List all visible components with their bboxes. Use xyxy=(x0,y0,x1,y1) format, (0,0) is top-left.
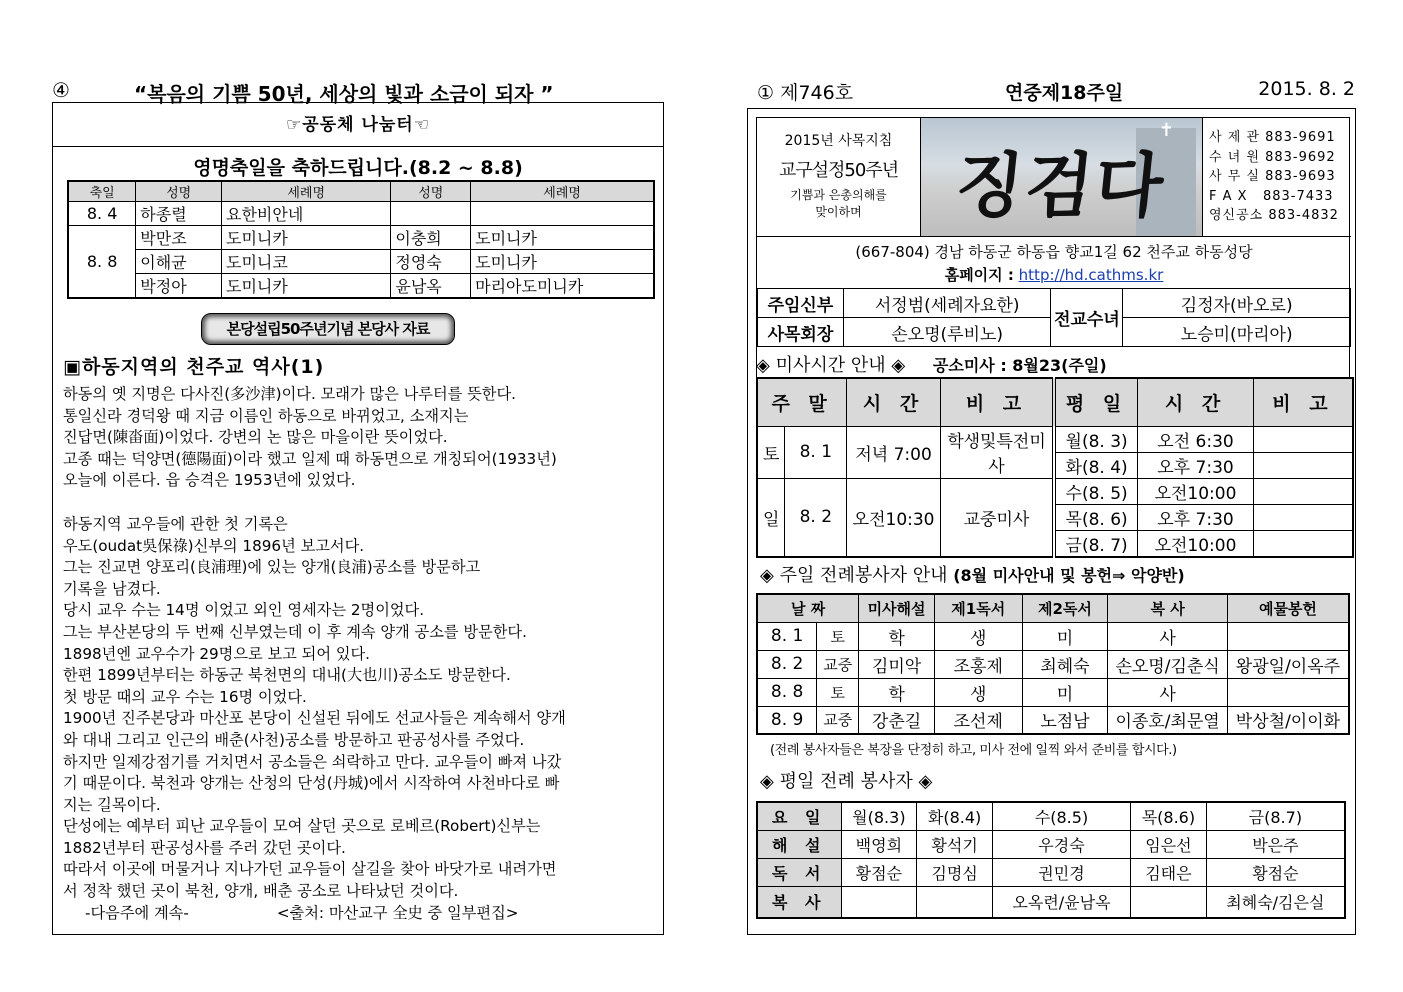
weekend-day: 토 xyxy=(757,426,785,478)
row-header: 독 서 xyxy=(757,858,841,886)
offertory xyxy=(1227,678,1349,706)
weekend-note: 교중미사 xyxy=(940,478,1054,557)
table-row xyxy=(68,226,654,250)
weekend-date: 8. 2 xyxy=(785,478,847,557)
commentator: 우경숙 xyxy=(992,830,1130,858)
liturgical-week: 연중제18주일 xyxy=(1005,82,1124,104)
role-label: 전교수녀 xyxy=(1051,289,1123,347)
weekday-note xyxy=(1253,452,1353,478)
col-header: 세례명 xyxy=(471,181,654,202)
col-header: 복 사 xyxy=(1108,594,1228,622)
commentator: 임은선 xyxy=(1131,830,1207,858)
right-page-header xyxy=(757,78,1355,102)
weekday-servers-heading: ◈ 평일 전례 봉사자 ◈ xyxy=(760,771,933,792)
reader: 권민경 xyxy=(992,858,1130,886)
member-name: 윤남옥 xyxy=(391,274,471,299)
weekday: 목(8.6) xyxy=(1131,802,1207,830)
col-header: 시 간 xyxy=(1138,378,1254,426)
second-reader: 미 xyxy=(1022,622,1108,650)
reader: 황점순 xyxy=(841,858,917,886)
row-header: 요 일 xyxy=(757,802,841,830)
baptismal-name xyxy=(471,202,654,226)
article-footer xyxy=(63,903,657,925)
table-row xyxy=(757,802,1345,830)
weekday-note xyxy=(1253,504,1353,530)
table-header-row xyxy=(68,181,654,202)
issue-label: 제746호 xyxy=(780,82,854,104)
altar-server xyxy=(917,886,993,918)
serv-kind: 교중 xyxy=(817,706,859,734)
mass-schedule-table xyxy=(756,377,1354,558)
member-name: 하종렬 xyxy=(136,202,222,226)
baptismal-name: 도미니카 xyxy=(222,274,391,299)
weekday-time: 오후 7:30 xyxy=(1138,504,1254,530)
feast-date: 8. 4 xyxy=(68,202,136,226)
commentator: 학 xyxy=(859,622,935,650)
table-header-row xyxy=(757,594,1349,622)
weekday-day: 화(8. 4) xyxy=(1054,452,1138,478)
feast-date: 8. 8 xyxy=(68,226,136,299)
feast-day-table xyxy=(67,180,655,299)
article-paragraph: 하동의 옛 지명은 다사진(多沙津)이다. 모래가 많은 나루터를 뜻한다. 통일신라 경덕왕 때 지금 이름인 하동으로 바뀌었고, 소재지는 진답면(陳畓面)이었다. 강변의 논 많은 마을이란 뜻이었다. 고종 때는 덕양면(德陽面)이라 했고 일제 때 하동면으로 개칭되어(1933년) 오늘에 이른다. 읍 승격은 1953년에 있었다. xyxy=(63,385,557,490)
altar-server xyxy=(1131,886,1207,918)
altar-server: 사 xyxy=(1108,678,1228,706)
weekday-note xyxy=(1253,530,1353,557)
servers-note: (전례 봉사자들은 복장을 단정히 하고, 미사 전에 일찍 와서 준비를 합시다.) xyxy=(770,743,1177,758)
baptismal-name: 도미니코 xyxy=(222,250,391,274)
second-reader: 미 xyxy=(1022,678,1108,706)
staff-table xyxy=(757,288,1351,347)
president-name: 손오명(루비노) xyxy=(843,318,1051,347)
col-header: 날 짜 xyxy=(757,594,859,622)
col-header: 세례명 xyxy=(222,181,391,202)
issue-date: 2015. 8. 2 xyxy=(1258,78,1355,100)
baptismal-name: 도미니카 xyxy=(471,226,654,250)
member-name: 박만조 xyxy=(136,226,222,250)
col-header: 예물봉헌 xyxy=(1227,594,1349,622)
servers-heading: ◈ 주일 전례봉사자 안내 (8월 미사안내 및 봉헌⇒ 악양반) xyxy=(760,565,1185,586)
table-row xyxy=(757,858,1345,886)
table-row xyxy=(757,678,1349,706)
contact-phones: 사 제 관 883-9691 수 녀 원 883-9692 사 무 실 883-9693 F A X 883-7433 영신공소 883-4832 xyxy=(1209,130,1339,224)
baptismal-name: 도미니카 xyxy=(471,250,654,274)
altar-server: 오옥련/윤남옥 xyxy=(992,886,1130,918)
weekday-note xyxy=(1253,478,1353,504)
weekday: 수(8.5) xyxy=(992,802,1130,830)
table-row xyxy=(68,274,654,299)
weekday-day: 목(8. 6) xyxy=(1054,504,1138,530)
motto-main: 교구설정50주년 xyxy=(778,160,899,181)
article-body xyxy=(63,384,657,924)
serv-kind: 토 xyxy=(817,622,859,650)
newsletter-name: 징검다리 xyxy=(951,144,1170,227)
table-row xyxy=(757,706,1349,734)
table-row xyxy=(758,289,1351,318)
newsletter-front xyxy=(747,108,1356,935)
altar-server: 손오명/김춘식 xyxy=(1108,650,1228,678)
first-reader: 생 xyxy=(934,622,1022,650)
col-header: 평 일 xyxy=(1054,378,1138,426)
weekday-time: 오전10:00 xyxy=(1138,530,1254,557)
cross-icon: ✝ xyxy=(1158,120,1174,141)
member-name: 이충희 xyxy=(391,226,471,250)
first-reader: 조홍제 xyxy=(934,650,1022,678)
table-row xyxy=(757,426,1353,452)
section-title: ☞공동체 나눔터☜ xyxy=(53,103,663,147)
col-header: 미사해설 xyxy=(859,594,935,622)
church-address: (667-804) 경남 하동군 하동읍 향교1길 62 천주교 하동성당 xyxy=(757,236,1351,262)
member-name: 정영숙 xyxy=(391,250,471,274)
masthead xyxy=(756,117,1350,381)
commentator: 백영희 xyxy=(841,830,917,858)
member-name: 이해균 xyxy=(136,250,222,274)
serv-kind: 토 xyxy=(817,678,859,706)
row-header: 복 사 xyxy=(757,886,841,918)
outstation-mass-note: 공소미사 : 8월23(주일) xyxy=(932,356,1107,375)
issue-number xyxy=(757,78,853,105)
row-header: 해 설 xyxy=(757,830,841,858)
motto-sub: 기쁨과 은총의해를 맞이하며 xyxy=(790,188,887,219)
table-row xyxy=(757,886,1345,918)
second-reader: 노점남 xyxy=(1022,706,1108,734)
reader: 황점순 xyxy=(1206,858,1345,886)
weekday-day: 수(8. 5) xyxy=(1054,478,1138,504)
left-page-header xyxy=(52,76,664,106)
table-row xyxy=(68,250,654,274)
weekday-time: 오후 7:30 xyxy=(1138,452,1254,478)
serv-date: 8. 9 xyxy=(757,706,817,734)
table-row xyxy=(757,650,1349,678)
weekday-note xyxy=(1253,426,1353,452)
weekday: 금(8.7) xyxy=(1206,802,1345,830)
pastoral-motto xyxy=(757,118,921,236)
serv-date: 8. 1 xyxy=(757,622,817,650)
offertory: 박상철/이이화 xyxy=(1227,706,1349,734)
weekday-time: 오전 6:30 xyxy=(1138,426,1254,452)
serv-kind: 교중 xyxy=(817,650,859,678)
reader: 김태은 xyxy=(1131,858,1207,886)
col-header: 성명 xyxy=(391,181,471,202)
offertory xyxy=(1227,622,1349,650)
col-header: 축일 xyxy=(68,181,136,202)
table-row xyxy=(68,202,654,226)
article-title: ▣하동지역의 천주교 역사(1) xyxy=(63,356,325,378)
reader: 김명심 xyxy=(917,858,993,886)
motto-year: 2015년 사목지침 xyxy=(784,133,893,149)
pastor-name: 서정범(세례자요한) xyxy=(843,289,1051,318)
commentator: 강춘길 xyxy=(859,706,935,734)
homepage-label: 홈페이지 : xyxy=(944,266,1014,284)
feast-title: 영명축일을 축하드립니다.(8.2 ~ 8.8) xyxy=(193,157,523,179)
mass-heading: ◈ 미사시간 안내 ◈ 공소미사 : 8월23(주일) xyxy=(756,355,1107,376)
col-header: 제1독서 xyxy=(934,594,1022,622)
col-header: 주 말 xyxy=(757,378,847,426)
baptismal-name: 마리아도미니카 xyxy=(471,274,654,299)
baptismal-name: 도미니카 xyxy=(222,226,391,250)
weekend-time: 오전10:30 xyxy=(847,478,941,557)
sister-name: 노승미(마리아) xyxy=(1123,318,1351,347)
commentator: 황석기 xyxy=(917,830,993,858)
weekend-date: 8. 1 xyxy=(785,426,847,478)
homepage xyxy=(757,264,1351,285)
weekday: 월(8.3) xyxy=(841,802,917,830)
second-reader: 최혜숙 xyxy=(1022,650,1108,678)
altar-server: 최혜숙/김은실 xyxy=(1206,886,1345,918)
source-note: <출처: 마산교구 全史 중 일부편집> xyxy=(276,903,519,922)
first-reader: 조선제 xyxy=(934,706,1022,734)
col-header: 성명 xyxy=(136,181,222,202)
first-reader: 생 xyxy=(934,678,1022,706)
altar-server xyxy=(841,886,917,918)
weekday-day: 월(8. 3) xyxy=(1054,426,1138,452)
page-number: ① xyxy=(757,82,775,104)
commentator: 박은주 xyxy=(1206,830,1345,858)
weekday-servers-table xyxy=(756,801,1346,919)
member-name xyxy=(391,202,471,226)
sister-name: 김정자(바오로) xyxy=(1123,289,1351,318)
serv-date: 8. 8 xyxy=(757,678,817,706)
table-row xyxy=(757,478,1353,504)
table-row xyxy=(757,622,1349,650)
community-section xyxy=(52,102,664,935)
article-paragraph: 하동지역 교우들에 관한 첫 기록은 우도(oudat吳保祿)신부의 1896년 보고서다. 그는 진교면 양포리(良浦理)에 있는 양개(良浦)공소를 방문하고 기록을 남겼다. 당시 교우 수는 14명 이었고 외인 영세자는 2명이었다. 그는 부산본당의 두 번째 신부였는데 이 후 계속 양개 공소를 방문한다. 1898년엔 교우수가 29명으로 보고 되어 있다. 한편 1899년부터는 하동군 북천면의 대내(大也川)공소도 방문한다. 첫 방문 때의 교우 수는 16명 이었다. 1900년 진주본당과 마산포 본당이 신설된 뒤에도 선교사들은 계속해서 양개 와 대내 그리고 인근의 배춘(사천)공소를 방문하고 판공성사를 주었다. 하지만 일제강점기를 거치면서 공소들은 쇠락하고 만다. 교우들이 빠져 나갔 기 때문이다. 북천과 양개는 산청의 단성(丹城)에서 시작하여 사천바다로 빠 지는 길목이다. 단성에는 예부터 피난 교우들이 모여 살던 곳으로 로베르(Robert)신부는 1882년부터 판공성사를 주러 갔던 곳이다. 따라서 이곳에 머물거나 지나가던 교우들이 살길을 찾아 바닷가로 내려가면 서 정착 했던 곳이 북천, 양개, 배춘 공소로 나타났던 것이다. xyxy=(63,514,566,901)
baptismal-name: 요한비안네 xyxy=(222,202,391,226)
weekend-day: 일 xyxy=(757,478,785,557)
slogan: “복음의 기쁨 50년, 세상의 빛과 소금이 되자 ” xyxy=(134,82,554,106)
table-header-row xyxy=(757,378,1353,426)
weekend-time: 저녁 7:00 xyxy=(847,426,941,478)
page-number: ④ xyxy=(52,78,70,102)
role-label: 주임신부 xyxy=(758,289,844,318)
weekday-time: 오전10:00 xyxy=(1138,478,1254,504)
col-header: 제2독서 xyxy=(1022,594,1108,622)
weekend-note: 학생및특전미사 xyxy=(940,426,1054,478)
table-row xyxy=(757,830,1345,858)
commentator: 학 xyxy=(859,678,935,706)
commentator: 김미악 xyxy=(859,650,935,678)
role-label: 사목회장 xyxy=(758,318,844,347)
offertory: 왕광일/이옥주 xyxy=(1227,650,1349,678)
member-name: 박정아 xyxy=(136,274,222,299)
weekday: 화(8.4) xyxy=(917,802,993,830)
serv-date: 8. 2 xyxy=(757,650,817,678)
weekday-day: 금(8. 7) xyxy=(1054,530,1138,557)
sunday-servers-table xyxy=(756,593,1350,735)
homepage-link[interactable]: http://hd.cathms.kr xyxy=(1018,266,1164,284)
col-header: 비 고 xyxy=(1253,378,1353,426)
servers-heading-note: (8월 미사안내 및 봉헌⇒ 악양반) xyxy=(953,566,1185,585)
altar-server: 사 xyxy=(1108,622,1228,650)
continued-note: -다음주에 계속- xyxy=(85,903,189,922)
altar-server: 이종호/최문열 xyxy=(1108,706,1228,734)
newsletter-logo xyxy=(921,118,1203,236)
col-header: 시 간 xyxy=(847,378,941,426)
anniversary-stamp: 본당설립50주년기념 본당사 자료 xyxy=(201,313,455,345)
col-header: 비 고 xyxy=(940,378,1054,426)
